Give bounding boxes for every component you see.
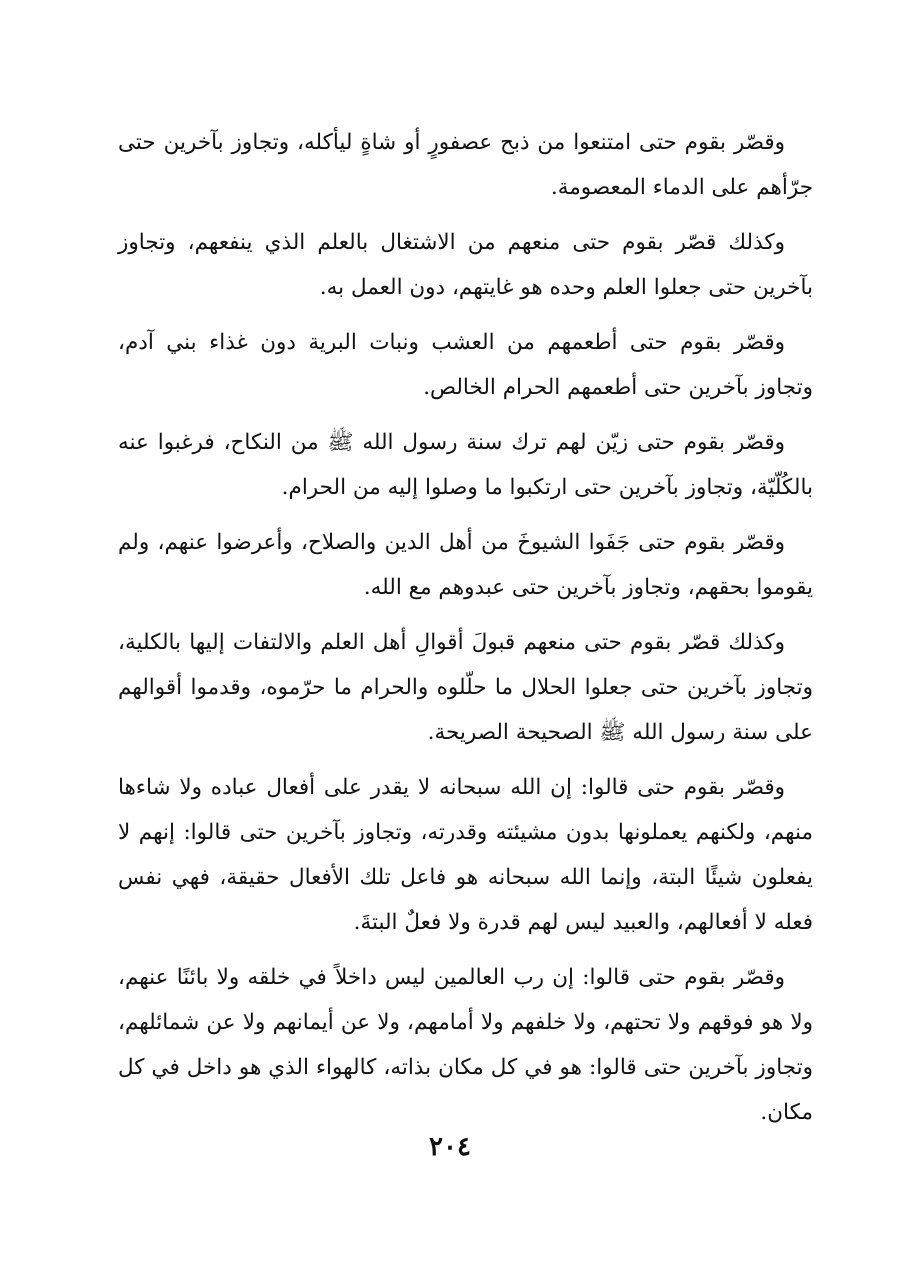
- paragraph-2: وكذلك قصّر بقوم حتى منعهم من الاشتغال بالعلم الذي ينفعهم، وتجاوز بآخرين حتى جعلوا العلم وحده هو غايتهم، دون العمل به.: [118, 230, 813, 300]
- paragraph-6: وكذلك قصّر بقوم حتى منعهم قبولَ أقوالِ أهل العلم والالتفات إليها بالكلية، وتجاوز بآخرين حتى جعلوا الحلال ما حلّلوه والحرام ما حرّموه، وقدموا أقوالهم على سنة رسول الله ﷺ الصحيحة الصريحة.: [118, 630, 813, 745]
- paragraph-3: وقصّر بقوم حتى أطعمهم من العشب ونبات البرية دون غذاء بني آدم، وتجاوز بآخرين حتى أطعمهم الحرام الخالص.: [118, 330, 813, 400]
- paragraph-1: وقصّر بقوم حتى امتنعوا من ذبح عصفورٍ أو شاةٍ ليأكله، وتجاوز بآخرين حتى جرّأهم على الدماء المعصومة.: [118, 130, 813, 200]
- paragraph-5: وقصّر بقوم حتى جَفَوا الشيوخَ من أهل الدين والصلاح، وأعرضوا عنهم، ولم يقوموا بحقهم، وتجاوز بآخرين حتى عبدوهم مع الله.: [118, 530, 813, 600]
- paragraph-7: وقصّر بقوم حتى قالوا: إن الله سبحانه لا يقدر على أفعال عباده ولا شاءها منهم، ولكنهم يعملونها بدون مشيئته وقدرته، وتجاوز بآخرين حتى قالوا: إنهم لا يفعلون شيئًا البتة، وإنما الله سبحانه هو فاعل تلك الأفعال حقيقة، فهي نفس فعله لا أفعالهم، والعبيد ليس لهم قدرة ولا فعلٌ البتةَ.: [118, 775, 813, 935]
- paragraph-4: وقصّر بقوم حتى زيّن لهم ترك سنة رسول الله ﷺ من النكاح، فرغبوا عنه بالكُلّيّة، وتجاوز بآخرين حتى ارتكبوا ما وصلوا إليه من الحرام.: [118, 430, 813, 500]
- body-text: [118, 120, 813, 1145]
- paragraph-8: وقصّر بقوم حتى قالوا: إن رب العالمين ليس داخلاً في خلقه ولا بائنًا عنهم، ولا هو فوقهم ولا تحتهم، ولا خلفهم ولا أمامهم، ولا عن أيمانهم ولا عن شمائلهم، وتجاوز بآخرين حتى قالوا: هو في كل مكان بذاته، كالهواء الذي هو داخل في كل مكان.: [118, 965, 813, 1125]
- page-number: ٢٠٤: [429, 1132, 471, 1162]
